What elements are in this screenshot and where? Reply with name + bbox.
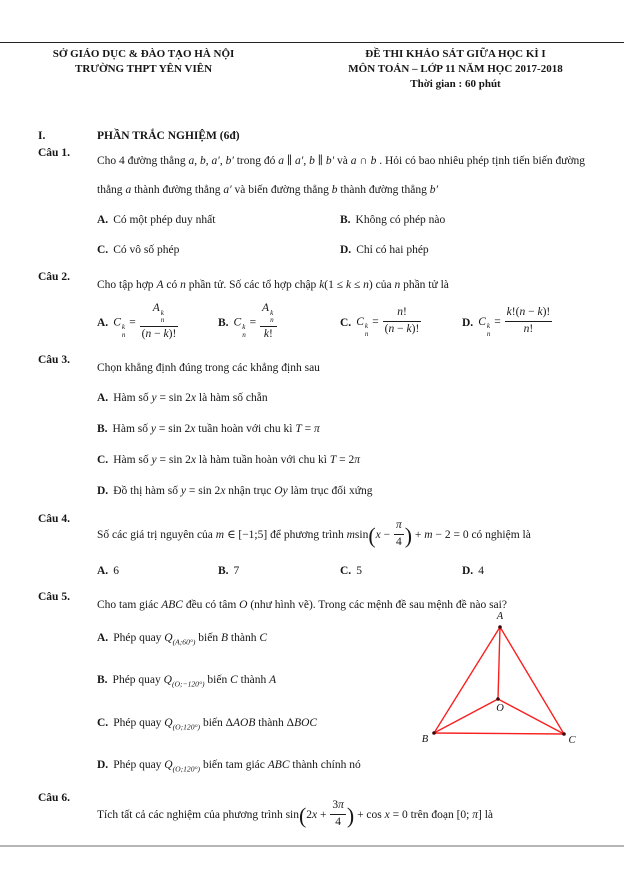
- section-title: PHẦN TRẮC NGHIỆM (6đ): [97, 130, 240, 142]
- option-text: Hàm số y = sin 2x tuần hoàn với chu kì T = π: [112, 423, 320, 435]
- question-2-label: Câu 2.: [38, 271, 70, 283]
- document-header: [0, 47, 624, 92]
- option-text: Hàm số y = sin 2x là hàm số chẵn: [113, 392, 268, 404]
- vertex-label-b: B: [421, 734, 429, 745]
- question-2-option-a: [97, 300, 218, 346]
- option-text: Chỉ có hai phép: [356, 244, 429, 256]
- question-2-option-b: [218, 300, 340, 346]
- option-key: C.: [97, 716, 109, 729]
- question-2-options: [97, 300, 594, 346]
- question-5-label: Câu 5.: [38, 591, 70, 603]
- question-1-label: Câu 1.: [38, 147, 70, 159]
- question-5-option-a: [97, 619, 442, 661]
- question-5-option-d: [97, 746, 442, 788]
- triangle-figure: [418, 605, 588, 757]
- question-3-option-b: [97, 414, 594, 445]
- question-1-option-b: [340, 205, 594, 235]
- option-key: B.: [218, 565, 229, 577]
- question-2-body: Cho tập hợp A có n phần tử. Số các tổ hợp chập k(1 ≤ k ≤ n) của n phần tử là: [97, 279, 449, 291]
- option-text: 7: [233, 565, 240, 577]
- question-4-option-c: [340, 557, 462, 585]
- option-text: Phép quay $Q_{(O;120^\circ)}$ biến tam giác ABC thành chính nó: [113, 758, 361, 774]
- option-text: Không có phép nào: [355, 214, 446, 226]
- question-5: [38, 591, 594, 788]
- question-2-option-c: [340, 300, 462, 346]
- option-text: 6: [113, 565, 119, 577]
- exam-title-block: [287, 47, 624, 92]
- option-key: A.: [97, 317, 109, 329]
- question-1-option-a: [97, 205, 340, 235]
- header-top-rule: [0, 42, 624, 43]
- option-key: B.: [218, 317, 229, 329]
- exam-content: [38, 127, 594, 838]
- option-formula: C k n = $\frac{n!}{(n - k)!}$: [356, 305, 420, 339]
- question-1-option-c: [97, 235, 340, 265]
- section-numeral: I.: [38, 130, 46, 142]
- option-key: B.: [97, 423, 108, 435]
- question-5-option-c: [97, 704, 442, 746]
- vertex-label-c: C: [568, 735, 576, 746]
- question-4-options: [97, 557, 594, 585]
- exam-subtitle: MÔN TOÁN – LỚP 11 NĂM HỌC 2017-2018: [348, 63, 563, 75]
- option-formula: C k n = A k n k!: [234, 303, 278, 343]
- option-text: Phép quay $Q_{(A;60^\circ)}$ biến B thành C: [113, 632, 267, 647]
- option-key: D.: [462, 317, 474, 329]
- question-3-body: Chọn khẳng định đúng trong các khẳng định sau: [97, 362, 320, 374]
- option-formula: C k n = A k n (n − k)!: [113, 301, 177, 341]
- question-4: [38, 513, 594, 585]
- page-bottom-rule: [0, 845, 624, 847]
- question-3-option-c: [97, 445, 594, 476]
- question-5-body: Cho tam giác ABC đều có tâm O (như hình vẽ). Trong các mệnh đề sau mệnh đề nào sai?: [97, 599, 507, 611]
- question-6-label: Câu 6.: [38, 792, 70, 805]
- question-2: [38, 271, 594, 346]
- option-key: C.: [97, 244, 109, 256]
- option-formula: C k n = $\frac{k!(n - k)!}{n!}$: [478, 305, 551, 339]
- option-key: D.: [462, 565, 474, 577]
- issuer-block: [0, 47, 287, 92]
- option-text: Có một phép duy nhất: [113, 214, 216, 226]
- question-4-label: Câu 4.: [38, 513, 70, 525]
- exam-duration: Thời gian : 60 phút: [410, 78, 501, 90]
- question-1-options: [97, 205, 594, 265]
- question-6: [38, 792, 594, 838]
- question-4-option-d: [462, 557, 594, 585]
- option-key: A.: [97, 565, 109, 577]
- vertex-label-o: O: [496, 703, 504, 714]
- option-key: C.: [97, 454, 109, 466]
- question-1-option-d: [340, 235, 594, 265]
- question-5-options: [97, 619, 442, 788]
- option-key: C.: [340, 565, 352, 577]
- option-text: 4: [478, 565, 484, 577]
- option-key: A.: [97, 214, 109, 226]
- option-text: Phép quay $Q_{(O;120^\circ)}$ biến ΔAOB thành ΔBOC: [113, 716, 318, 731]
- question-2-option-d: [462, 300, 594, 346]
- question-4-body: Số các giá trị nguyên của m ∈ [−1;5] để phương trình msin(x − $\frac{\pi}{4}$ ) + m − 2 = 0 có nghiệm là: [97, 519, 531, 548]
- question-4-option-a: [97, 557, 218, 585]
- question-3-option-d: [97, 476, 594, 507]
- option-key: D.: [340, 244, 352, 256]
- section-heading: [38, 127, 594, 145]
- question-3-options: [97, 383, 594, 507]
- question-3-label: Câu 3.: [38, 354, 70, 366]
- triangle-edges: [434, 627, 564, 734]
- issuer-line-2: TRƯỜNG THPT YÊN VIÊN: [75, 63, 213, 75]
- exam-title: ĐỀ THI KHẢO SÁT GIỮA HỌC KÌ I: [365, 48, 546, 60]
- option-text: Có vô số phép: [113, 244, 180, 256]
- question-1-body: Cho 4 đường thẳng a, b, a′, b′ trong đó a ∥ a′, b ∥ b′ và a ∩ b . Hỏi có bao nhiêu phép tịnh tiến biến đường thẳng a thành đường thẳng a′ và biến đường thẳng b thành đường thẳng b′: [97, 155, 586, 196]
- question-6-body: Tích tất cả các nghiệm của phương trình sin(2x + $\frac{3\pi}{4}$ ) + cos x = 0 trên đoạn [0; π] là: [97, 799, 494, 829]
- option-key: B.: [97, 674, 108, 687]
- option-key: D.: [97, 758, 109, 771]
- option-key: B.: [340, 214, 351, 226]
- option-text: Đồ thị hàm số y = sin 2x nhận trục Oy làm trục đối xứng: [113, 485, 373, 497]
- option-key: A.: [97, 392, 109, 404]
- option-key: A.: [97, 632, 109, 644]
- option-text: Phép quay $Q_{(O;-120^\circ)}$ biến C thành A: [112, 674, 277, 689]
- option-text: 5: [356, 565, 362, 577]
- question-5-option-b: [97, 661, 442, 703]
- question-3-option-a: [97, 383, 594, 414]
- issuer-line-1: SỞ GIÁO DỤC & ĐÀO TẠO HÀ NỘI: [52, 48, 235, 60]
- option-key: D.: [97, 485, 109, 497]
- option-text: Hàm số y = sin 2x là hàm tuần hoàn với chu kì T = 2π: [113, 454, 361, 466]
- option-key: C.: [340, 317, 352, 329]
- question-4-option-b: [218, 557, 340, 585]
- question-3: [38, 354, 594, 507]
- vertex-label-a: A: [496, 611, 504, 622]
- question-1: [38, 147, 594, 265]
